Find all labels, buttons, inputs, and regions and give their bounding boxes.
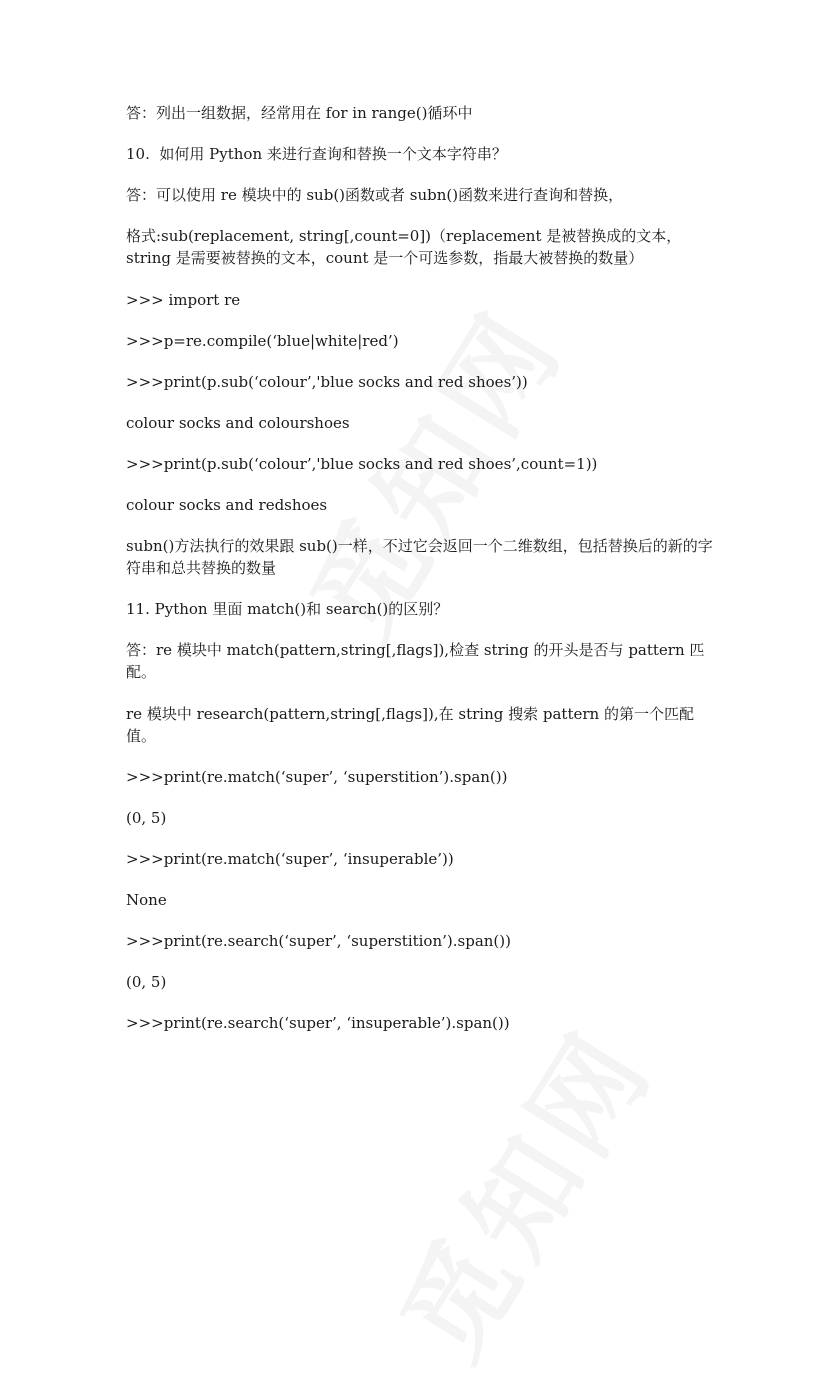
answer-line: 答：列出一组数据，经常用在 for in range()循环中 (126, 104, 473, 122)
subn-paragraph: subn()方法执行的效果跟 sub()一样，不过它会返回一个二维数组，包括替换后的新的字符串和总共替换的数量 (126, 537, 713, 577)
code-line: >>>p=re.compile(‘blue|white|red’) (126, 332, 399, 350)
question-10: 10. 如何用 Python 来进行查询和替换一个文本字符串？ (126, 145, 507, 163)
code-line: >>>print(re.search(‘super’, ‘superstition’).span()) (126, 932, 511, 950)
question-11: 11. Python 里面 match()和 search()的区别？ (126, 600, 449, 618)
code-line: >>>print(re.match(‘super’, ‘insuperable’)) (126, 850, 454, 868)
watermark (358, 994, 683, 1383)
code-line: >>>print(re.search(‘super’, ‘insuperable’).span()) (126, 1014, 510, 1032)
format-paragraph: 格式:sub(replacement, string[,count=0])（replacement 是被替换成的文本，string 是需要被替换的文本，count 是一个可选参数，指最大被替换的数量） (126, 227, 682, 267)
output-line: colour socks and redshoes (126, 496, 328, 514)
output-line: None (126, 891, 167, 909)
output-line: colour socks and colourshoes (126, 414, 350, 432)
code-line: >>>print(re.match(‘super’, ‘superstition’).span()) (126, 768, 508, 786)
code-line: >>>print(p.sub(‘colour’,'blue socks and red shoes’)) (126, 373, 528, 391)
research-paragraph: re 模块中 research(pattern,string[,flags]),在 string 搜索 pattern 的第一个匹配值。 (126, 705, 694, 745)
code-line: >>>print(p.sub(‘colour’,'blue socks and red shoes’,count=1)) (126, 455, 598, 473)
code-line: >>> import re (126, 291, 241, 309)
output-line: (0, 5) (126, 973, 167, 991)
output-line: (0, 5) (126, 809, 167, 827)
answer-paragraph: 答：re 模块中 match(pattern,string[,flags]),检查 string 的开头是否与 pattern 匹配。 (126, 641, 705, 681)
answer-line: 答：可以使用 re 模块中的 sub()函数或者 subn()函数来进行查询和替换， (126, 186, 624, 204)
